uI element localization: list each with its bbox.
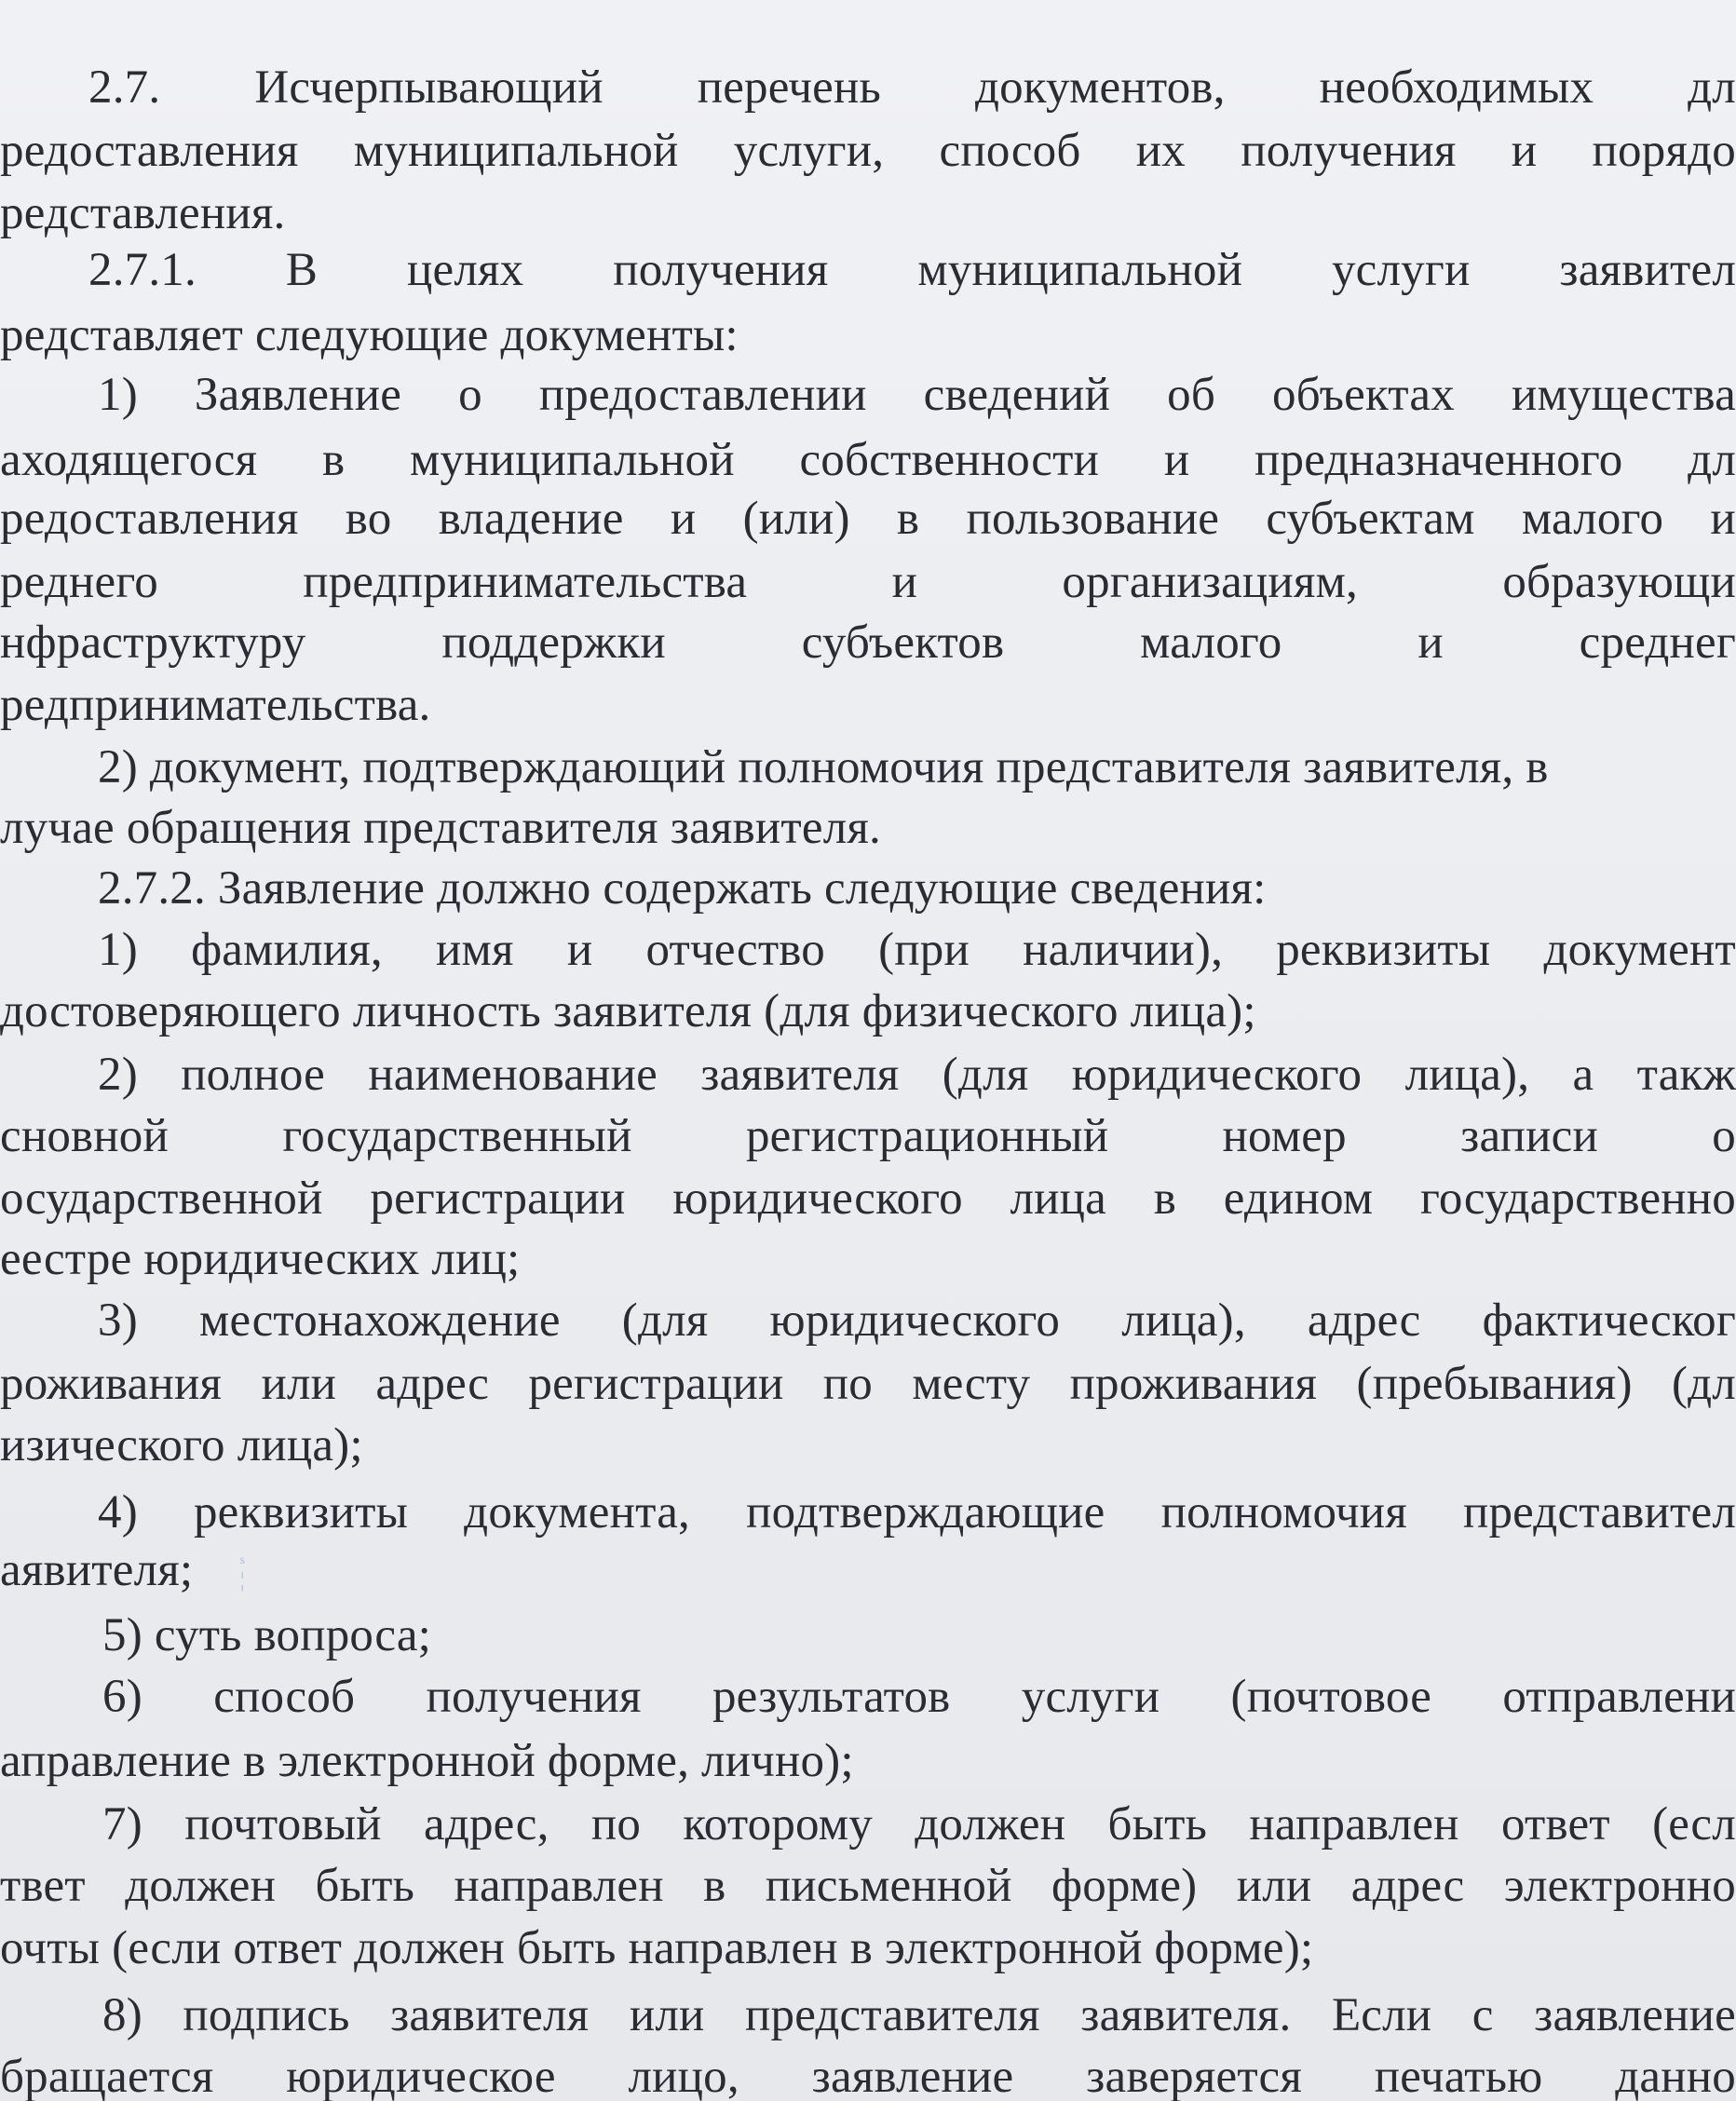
text-word: и: [1511, 125, 1538, 177]
text-word: должен: [125, 1860, 277, 1912]
text-word: 2.7.: [88, 61, 161, 114]
text-word: (для: [621, 1294, 709, 1347]
text-line: [0, 857, 1736, 920]
text-word: Если: [1331, 1989, 1432, 2041]
text-word: дл: [1688, 434, 1736, 486]
text-word: быть: [1107, 1798, 1208, 1850]
text-word: субъектов: [801, 617, 1005, 669]
text-word: предоставлении: [538, 369, 867, 421]
text-word: 6): [102, 1671, 142, 1723]
text-word: заявителя: [390, 1989, 590, 2041]
text-word: твет: [0, 1860, 86, 1912]
text-word: документов,: [974, 61, 1226, 114]
text-word: 8): [102, 1989, 142, 2041]
text-word: субъектам: [1266, 493, 1475, 545]
text-word: услуги: [1331, 244, 1471, 296]
text-word: адрес: [375, 1358, 490, 1410]
text-word: малого: [1140, 617, 1282, 669]
text-word: адрес: [1307, 1294, 1421, 1347]
text-word: полное: [181, 1049, 326, 1101]
text-word: способ: [939, 125, 1081, 177]
text-line: [0, 1604, 1736, 1667]
text-word: 3): [98, 1294, 138, 1347]
text-line: [0, 428, 1736, 492]
text-word: владение: [438, 493, 624, 545]
text-line: [0, 1352, 1736, 1416]
text-word: 2): [98, 1049, 138, 1101]
text-word: редоставления: [0, 493, 299, 545]
text-word: с: [1472, 1989, 1494, 2041]
text-line: [0, 673, 1736, 737]
text-word: юридического: [769, 1294, 1061, 1347]
text-word: образующи: [1502, 556, 1736, 608]
text-word: аходящегося: [0, 434, 258, 486]
text-word: реквизиты: [193, 1486, 409, 1538]
text-word: дл: [1688, 61, 1736, 114]
text-word: государственно: [1420, 1172, 1736, 1225]
text-word: малого: [1521, 493, 1664, 545]
text-word: заявителя: [700, 1049, 900, 1101]
text-word: или: [1236, 1860, 1312, 1912]
text-line: [0, 1414, 1736, 1477]
text-line: [0, 1105, 1736, 1168]
text-word: услуги: [1021, 1671, 1160, 1723]
text-word: заявителя.: [1080, 1989, 1292, 2041]
text-word: в: [896, 493, 920, 545]
text-word: полномочия: [1160, 1486, 1407, 1538]
text-word: направлен: [1249, 1798, 1459, 1850]
text-word: муниципальной: [917, 244, 1243, 296]
text-line: [0, 1289, 1736, 1352]
text-word: номер: [1222, 1110, 1347, 1162]
text-word: о: [458, 369, 482, 421]
text-word: об: [1167, 369, 1215, 421]
text-word: пользование: [966, 493, 1220, 545]
text-word: 2.7.2. Заявление должно содержать следующие сведения:: [98, 862, 1267, 915]
text-word: записи: [1460, 1110, 1598, 1162]
text-word: получения: [426, 1671, 642, 1723]
text-word: имя: [436, 924, 514, 976]
text-word: регистрационный: [745, 1110, 1109, 1162]
text-word: Исчерпывающий: [254, 61, 604, 114]
text-word: которому: [683, 1798, 873, 1850]
text-word: отправлени: [1502, 1671, 1736, 1723]
text-line: [0, 1984, 1736, 2047]
text-word: заявление: [1534, 1989, 1736, 2041]
text-word: объектах: [1272, 369, 1455, 421]
text-word: направлен: [454, 1860, 664, 1912]
text-word: о: [1712, 1110, 1736, 1162]
text-word: форме): [1051, 1860, 1198, 1912]
text-word: редставляет следующие документы:: [0, 309, 739, 361]
text-word: лица: [1010, 1172, 1107, 1225]
text-word: Заявление: [194, 369, 402, 421]
text-word: 5) суть вопроса;: [102, 1609, 432, 1661]
text-word: 1): [98, 369, 138, 421]
text-word: (дл: [1671, 1358, 1736, 1410]
text-word: (пребывания): [1356, 1358, 1633, 1410]
text-word: по: [822, 1358, 873, 1410]
text-word: наличии),: [1023, 924, 1224, 976]
text-word: муниципальной: [353, 125, 679, 177]
text-line: [0, 56, 1736, 119]
text-word: 4): [98, 1486, 138, 1538]
text-word: получения: [613, 244, 829, 296]
text-word: муниципальной: [410, 434, 735, 486]
text-line: [0, 1043, 1736, 1106]
text-line: [0, 487, 1736, 550]
text-line: [0, 182, 1736, 245]
text-line: [0, 980, 1736, 1043]
text-line: [0, 796, 1736, 860]
text-word: регистрации: [528, 1358, 784, 1410]
text-word: печатью: [1374, 2051, 1543, 2101]
text-word: реднего: [0, 556, 158, 608]
text-word: документа,: [464, 1486, 691, 1538]
text-word: письменной: [765, 1860, 1012, 1912]
text-word: лица),: [1121, 1294, 1246, 1347]
text-word: достоверяющего личность заявителя (для физического лица);: [0, 985, 1256, 1037]
text-word: порядо: [1592, 125, 1736, 177]
text-word: в: [322, 434, 346, 486]
text-word: заявител: [1559, 244, 1736, 296]
text-word: (или): [742, 493, 850, 545]
text-word: (при: [878, 924, 970, 976]
text-word: почтовый: [184, 1798, 382, 1850]
text-word: целях: [406, 244, 524, 296]
text-word: документ: [1543, 924, 1736, 976]
text-word: месту: [912, 1358, 1031, 1410]
text-line: [0, 1538, 1736, 1602]
text-word: аправление в электронной форме, лично);: [0, 1735, 854, 1787]
text-word: предпринимательства: [303, 556, 748, 608]
text-word: сведений: [923, 369, 1111, 421]
text-line: [0, 304, 1736, 367]
text-word: имущества: [1511, 369, 1736, 421]
text-word: и: [1163, 434, 1190, 486]
text-line: [0, 1917, 1736, 1980]
text-word: фамилия,: [191, 924, 383, 976]
text-word: поддержки: [441, 617, 666, 669]
text-word: адрес: [1350, 1860, 1465, 1912]
text-line: [0, 119, 1736, 183]
text-word: регистрации: [370, 1172, 626, 1225]
text-word: их: [1135, 125, 1186, 177]
text-line: [0, 550, 1736, 614]
text-line: [0, 1481, 1736, 1544]
text-word: роживания: [0, 1358, 223, 1410]
text-word: лица),: [1404, 1049, 1530, 1101]
text-word: лучае обращения представителя заявителя.: [0, 802, 881, 854]
text-word: перечень: [697, 61, 881, 114]
text-line: [0, 918, 1736, 982]
text-word: и: [566, 924, 593, 976]
text-word: результатов: [712, 1671, 951, 1723]
text-word: или: [261, 1358, 337, 1410]
text-word: юридическое: [286, 2051, 556, 2101]
text-word: нфраструктуру: [0, 617, 306, 669]
text-word: быть: [315, 1860, 415, 1912]
text-word: собственности: [799, 434, 1100, 486]
text-word: и: [670, 493, 697, 545]
text-word: 2) документ, подтверждающий полномочия представителя заявителя, в: [98, 741, 1549, 793]
text-word: очты (если ответ должен быть направлен в электронной форме);: [0, 1922, 1314, 1974]
text-word: услуги,: [733, 125, 885, 177]
text-word: ответ: [1500, 1798, 1610, 1850]
text-word: в: [1153, 1172, 1177, 1225]
text-line: [0, 1665, 1736, 1728]
text-word: (есл: [1652, 1798, 1736, 1850]
text-word: фактическог: [1482, 1294, 1736, 1347]
text-line: [0, 1227, 1736, 1291]
text-line: [0, 2045, 1736, 2101]
text-line: [0, 1729, 1736, 1793]
text-word: среднег: [1579, 617, 1736, 669]
ink-mark: ˢ ¦: [240, 1551, 245, 1592]
text-word: электронно: [1503, 1860, 1736, 1912]
text-word: по: [590, 1798, 642, 1850]
text-word: бращается: [0, 2051, 214, 2101]
text-word: необходимых: [1319, 61, 1594, 114]
text-word: или: [629, 1989, 705, 2041]
text-word: и: [1710, 493, 1736, 545]
text-word: получения: [1241, 125, 1457, 177]
text-word: (для: [942, 1049, 1029, 1101]
text-word: редоставления: [0, 125, 299, 177]
text-word: сновной: [0, 1110, 169, 1162]
text-word: осударственной: [0, 1172, 323, 1225]
text-word: 2.7.1.: [88, 244, 197, 296]
text-word: 1): [98, 924, 138, 976]
text-word: аявителя;: [0, 1544, 194, 1596]
text-word: изического лица);: [0, 1419, 363, 1471]
text-word: проживания: [1069, 1358, 1318, 1410]
text-word: подтверждающие: [746, 1486, 1105, 1538]
text-word: лицо,: [628, 2051, 739, 2101]
text-word: 7): [102, 1798, 142, 1850]
text-line: [0, 238, 1736, 302]
text-word: юридического: [1071, 1049, 1363, 1101]
text-word: а: [1572, 1049, 1594, 1101]
text-word: данно: [1615, 2051, 1736, 2101]
text-word: отчество: [645, 924, 825, 976]
text-word: реквизиты: [1276, 924, 1491, 976]
text-word: способ: [213, 1671, 356, 1723]
text-word: местонахождение: [198, 1294, 561, 1347]
text-word: организациям,: [1062, 556, 1358, 608]
text-word: юридического: [672, 1172, 963, 1225]
text-line: [0, 1854, 1736, 1918]
text-word: заверяется: [1086, 2051, 1302, 2101]
text-line: [0, 1167, 1736, 1230]
text-word: В: [285, 244, 319, 296]
text-word: подпись: [183, 1989, 350, 2041]
text-line: [0, 611, 1736, 674]
text-word: во: [345, 493, 392, 545]
text-word: и: [1417, 617, 1444, 669]
text-word: предназначенного: [1255, 434, 1623, 486]
text-word: еестре юридических лиц;: [0, 1233, 521, 1285]
text-word: наименование: [368, 1049, 658, 1101]
text-word: такж: [1636, 1049, 1736, 1101]
text-word: представител: [1462, 1486, 1736, 1538]
text-word: адрес,: [424, 1798, 549, 1850]
text-word: редпринимательства.: [0, 679, 431, 731]
text-word: (почтовое: [1230, 1671, 1432, 1723]
text-word: должен: [915, 1798, 1066, 1850]
text-word: едином: [1223, 1172, 1374, 1225]
text-word: в: [703, 1860, 726, 1912]
text-line: [0, 736, 1736, 799]
text-line: [0, 363, 1736, 427]
text-word: и: [891, 556, 918, 608]
text-word: редставления.: [0, 187, 286, 239]
text-line: [0, 1793, 1736, 1856]
text-word: государственный: [282, 1110, 632, 1162]
text-word: представителя: [745, 1989, 1040, 2041]
text-word: заявление: [811, 2051, 1014, 2101]
